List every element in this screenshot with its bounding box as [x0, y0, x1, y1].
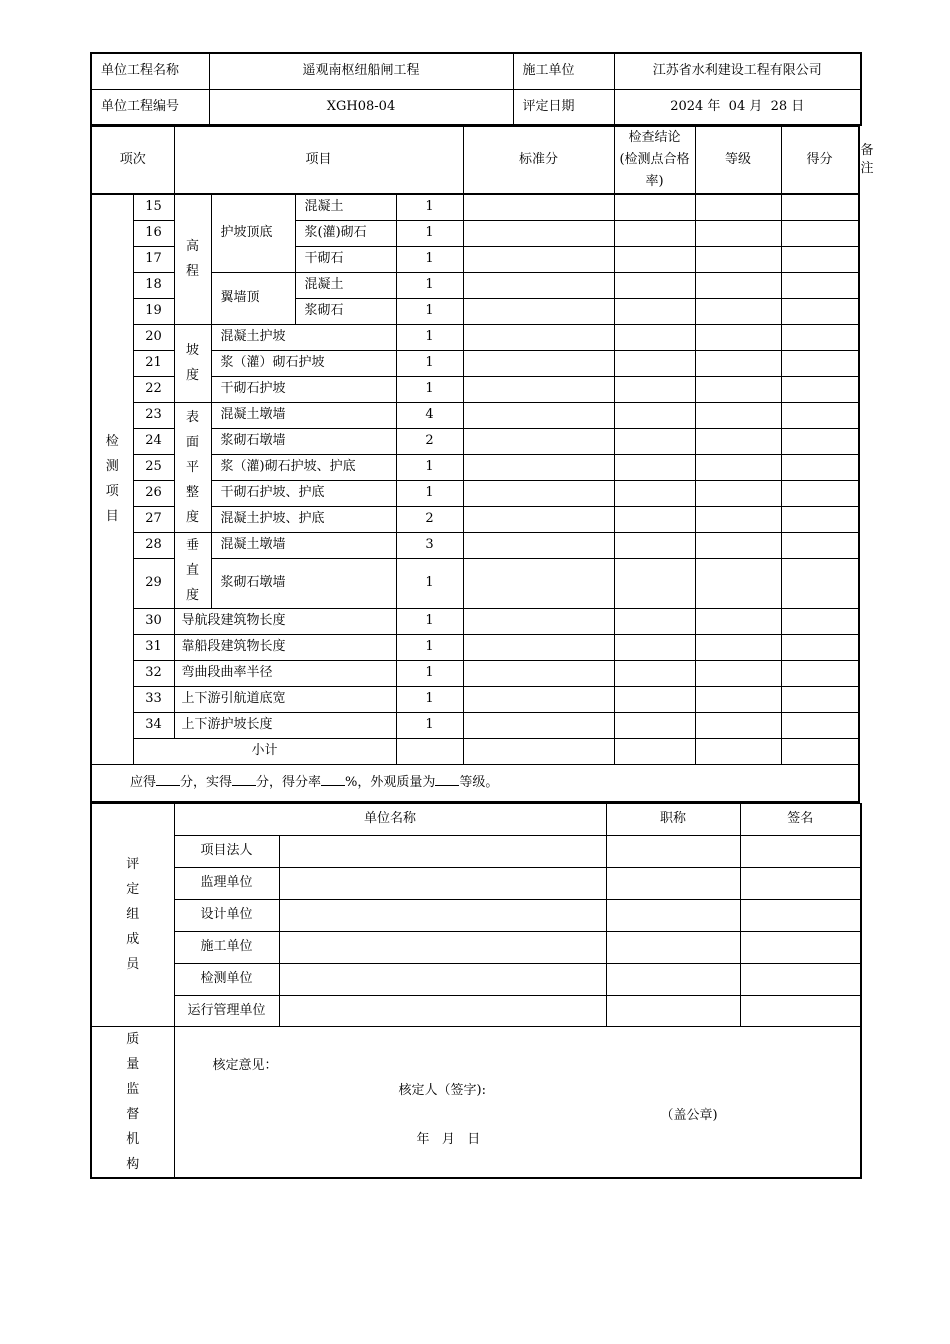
- remark-cell[interactable]: [781, 272, 858, 298]
- member-title-cell[interactable]: [606, 899, 740, 931]
- item-no: 21: [133, 350, 174, 376]
- col-unit-name: 单位名称: [174, 803, 606, 835]
- grade-cell[interactable]: [614, 454, 695, 480]
- table-row: [91, 634, 859, 660]
- score-cell[interactable]: [695, 298, 781, 324]
- header-table: [90, 52, 862, 126]
- score-cell[interactable]: [695, 558, 781, 608]
- member-role: 项目法人: [174, 835, 279, 867]
- score-cell[interactable]: [695, 376, 781, 402]
- eval-date-label: 评定日期: [513, 89, 614, 125]
- subtotal-std-cell[interactable]: [396, 738, 463, 764]
- score-cell[interactable]: [695, 194, 781, 220]
- check-result-cell[interactable]: [463, 634, 614, 660]
- member-unit-cell[interactable]: [279, 899, 606, 931]
- check-result-cell[interactable]: [463, 738, 614, 764]
- member-unit-cell[interactable]: [279, 963, 606, 995]
- score-cell[interactable]: [695, 350, 781, 376]
- member-title-cell[interactable]: [606, 963, 740, 995]
- std-score: 1: [396, 350, 463, 376]
- remark-cell[interactable]: [781, 220, 858, 246]
- item-no: 23: [133, 402, 174, 428]
- item-name: 混凝土: [295, 194, 396, 220]
- item-no: 15: [133, 194, 174, 220]
- grade-cell[interactable]: [614, 194, 695, 220]
- std-score: 1: [396, 480, 463, 506]
- grade-cell[interactable]: [614, 634, 695, 660]
- std-score: 1: [396, 324, 463, 350]
- check-result-cell[interactable]: [463, 480, 614, 506]
- member-signature-cell[interactable]: [740, 899, 861, 931]
- subtotal-label: 小计: [133, 738, 396, 764]
- item-no: 18: [133, 272, 174, 298]
- item-name: 混凝土墩墙: [211, 402, 396, 428]
- std-score: 1: [396, 298, 463, 324]
- member-role: 监理单位: [174, 867, 279, 899]
- grade-cell[interactable]: [614, 350, 695, 376]
- member-signature-cell[interactable]: [740, 835, 861, 867]
- item-no: 28: [133, 532, 174, 558]
- check-result-cell[interactable]: [463, 506, 614, 532]
- score-cell[interactable]: [695, 454, 781, 480]
- std-score: 1: [396, 454, 463, 480]
- subtotal-row: [91, 738, 859, 764]
- item-no: 27: [133, 506, 174, 532]
- member-unit-cell[interactable]: [279, 995, 606, 1026]
- member-signature-cell[interactable]: [740, 931, 861, 963]
- score-cell[interactable]: [695, 634, 781, 660]
- item-name: 浆(灌)砌石: [295, 220, 396, 246]
- remark-cell[interactable]: [781, 428, 858, 454]
- table-row: [91, 532, 859, 558]
- check-result-cell[interactable]: [463, 272, 614, 298]
- remark-cell[interactable]: [781, 532, 858, 558]
- col-std-score: 标准分: [463, 127, 614, 195]
- item-name: 混凝土护坡、护底: [211, 506, 396, 532]
- contractor-label: 施工单位: [513, 53, 614, 89]
- member-title-cell[interactable]: [606, 867, 740, 899]
- col-signature: 签名: [740, 803, 861, 835]
- table-row: [91, 686, 859, 712]
- col-grade: 等级: [695, 127, 781, 195]
- check-result-cell[interactable]: [463, 532, 614, 558]
- committee-table: [90, 803, 862, 1179]
- item-no: 16: [133, 220, 174, 246]
- remark-cell[interactable]: [781, 376, 858, 402]
- remark-cell[interactable]: [781, 686, 858, 712]
- summary-sentence: 应得 分，实得 分，得分率 %，外观质量为 等级。: [91, 764, 858, 802]
- check-result-cell[interactable]: [463, 402, 614, 428]
- std-score: 3: [396, 532, 463, 558]
- item-name: 上下游引航道底宽: [174, 686, 396, 712]
- item-name: 浆（灌)砌石护坡、护底: [211, 454, 396, 480]
- remark-cell[interactable]: [781, 506, 858, 532]
- project-code-label: 单位工程编号: [91, 89, 209, 125]
- score-cell[interactable]: [695, 324, 781, 350]
- check-result-cell[interactable]: [463, 246, 614, 272]
- col-item: 项目: [174, 127, 463, 195]
- score-cell[interactable]: [695, 532, 781, 558]
- item-name: 浆砌石墩墙: [211, 428, 396, 454]
- remark-cell[interactable]: [781, 324, 858, 350]
- evaluation-form: [90, 52, 874, 1179]
- score-cell[interactable]: [695, 480, 781, 506]
- item-name: 干砌石护坡、护底: [211, 480, 396, 506]
- item-name: 靠船段建筑物长度: [174, 634, 396, 660]
- grade-cell[interactable]: [614, 376, 695, 402]
- std-score: 1: [396, 660, 463, 686]
- remark-cell[interactable]: [781, 246, 858, 272]
- approver-signature-label: 核定人（签字):: [398, 1082, 486, 1098]
- remark-cell[interactable]: [781, 558, 858, 608]
- grade-cell[interactable]: [614, 532, 695, 558]
- category-wing-wall-top: 翼墙顶: [211, 272, 295, 324]
- member-row: [91, 963, 861, 995]
- item-name: 浆（灌）砌石护坡: [211, 350, 396, 376]
- std-score: 1: [396, 712, 463, 738]
- contractor: 江苏省水利建设工程有限公司: [614, 53, 861, 89]
- col-check-result-line2: (检测点合格率): [619, 152, 690, 189]
- grade-cell[interactable]: [614, 220, 695, 246]
- item-no: 20: [133, 324, 174, 350]
- member-role: 施工单位: [174, 931, 279, 963]
- item-no: 34: [133, 712, 174, 738]
- check-result-cell[interactable]: [463, 350, 614, 376]
- grade-cell[interactable]: [614, 738, 695, 764]
- committee-label: 评 定 组 成 员: [91, 803, 174, 1026]
- approval-date-label: 年 月 日: [416, 1131, 481, 1147]
- score-cell[interactable]: [695, 272, 781, 298]
- std-score: 1: [396, 634, 463, 660]
- std-score: 1: [396, 558, 463, 608]
- member-role: 运行管理单位: [174, 995, 279, 1026]
- check-result-cell[interactable]: [463, 324, 614, 350]
- table-row: [91, 608, 859, 634]
- member-row: [91, 835, 861, 867]
- std-score: 1: [396, 376, 463, 402]
- item-no: 22: [133, 376, 174, 402]
- member-row: [91, 899, 861, 931]
- member-unit-cell[interactable]: [279, 867, 606, 899]
- approval-opinion-label: 核定意见：: [212, 1057, 278, 1073]
- check-result-cell[interactable]: [463, 686, 614, 712]
- grade-cell[interactable]: [614, 324, 695, 350]
- grade-cell[interactable]: [614, 272, 695, 298]
- item-name: 混凝土: [295, 272, 396, 298]
- quality-opinion-area[interactable]: [174, 1026, 861, 1178]
- official-seal-label: （盖公章): [660, 1107, 718, 1123]
- item-no: 33: [133, 686, 174, 712]
- member-unit-cell[interactable]: [279, 835, 606, 867]
- member-unit-cell[interactable]: [279, 931, 606, 963]
- col-check-result: [614, 127, 695, 195]
- category-slope: 坡 度: [174, 324, 211, 402]
- check-result-cell[interactable]: [463, 608, 614, 634]
- member-row: [91, 931, 861, 963]
- score-cell[interactable]: [695, 686, 781, 712]
- inspection-table: [90, 126, 874, 803]
- check-result-cell[interactable]: [463, 194, 614, 220]
- std-score: 2: [396, 506, 463, 532]
- summary-row: [91, 764, 859, 802]
- member-role: 检测单位: [174, 963, 279, 995]
- grade-cell[interactable]: [614, 298, 695, 324]
- item-name: 混凝土护坡: [211, 324, 396, 350]
- grade-cell[interactable]: [614, 480, 695, 506]
- category-vertical: 垂 直 度: [174, 532, 211, 608]
- table-row: [91, 712, 859, 738]
- member-signature-cell[interactable]: [740, 963, 861, 995]
- remark-cell[interactable]: [781, 194, 858, 220]
- grade-cell[interactable]: [614, 686, 695, 712]
- std-score: 1: [396, 220, 463, 246]
- project-name: 遥观南枢纽船闸工程: [209, 53, 513, 89]
- std-score: 1: [396, 246, 463, 272]
- remark-cell[interactable]: [781, 402, 858, 428]
- grade-cell[interactable]: [614, 608, 695, 634]
- grade-cell[interactable]: [614, 402, 695, 428]
- quality-supervision-label: 质 量 监 督 机 构: [91, 1026, 174, 1178]
- item-name: 弯曲段曲率半径: [174, 660, 396, 686]
- check-result-cell[interactable]: [463, 298, 614, 324]
- col-title: 职称: [606, 803, 740, 835]
- grade-cell[interactable]: [614, 558, 695, 608]
- col-check-result-line1: 检查结论: [628, 130, 681, 145]
- member-title-cell[interactable]: [606, 995, 740, 1026]
- table-row: [91, 324, 859, 350]
- std-score: 1: [396, 272, 463, 298]
- std-score: 1: [396, 686, 463, 712]
- item-no: 29: [133, 558, 174, 608]
- score-cell[interactable]: [695, 712, 781, 738]
- check-result-cell[interactable]: [463, 660, 614, 686]
- score-rate-blank[interactable]: [321, 773, 345, 786]
- item-name: 导航段建筑物长度: [174, 608, 396, 634]
- grade-cell[interactable]: [614, 660, 695, 686]
- std-score: 1: [396, 194, 463, 220]
- item-no: 30: [133, 608, 174, 634]
- std-score: 2: [396, 428, 463, 454]
- score-cell[interactable]: [695, 402, 781, 428]
- grade-cell[interactable]: [614, 246, 695, 272]
- member-signature-cell[interactable]: [740, 995, 861, 1026]
- remark-cell[interactable]: [781, 738, 858, 764]
- member-role: 设计单位: [174, 899, 279, 931]
- member-row: [91, 867, 861, 899]
- item-no: 25: [133, 454, 174, 480]
- item-no: 24: [133, 428, 174, 454]
- score-cell[interactable]: [695, 246, 781, 272]
- table-row: [91, 194, 859, 220]
- remark-cell[interactable]: [781, 712, 858, 738]
- group-label: 检 测 项 目: [91, 194, 133, 764]
- grade-cell[interactable]: [614, 506, 695, 532]
- item-name: 干砌石护坡: [211, 376, 396, 402]
- check-result-cell[interactable]: [463, 454, 614, 480]
- item-name: 浆砌石: [295, 298, 396, 324]
- category-flatness: 表 面 平 整 度: [174, 402, 211, 532]
- member-title-cell[interactable]: [606, 931, 740, 963]
- member-signature-cell[interactable]: [740, 867, 861, 899]
- remark-cell[interactable]: [781, 634, 858, 660]
- score-cell[interactable]: [695, 220, 781, 246]
- member-row: [91, 995, 861, 1026]
- project-name-label: 单位工程名称: [91, 53, 209, 89]
- col-remark: 备注: [860, 143, 874, 176]
- remark-cell[interactable]: [781, 660, 858, 686]
- score-cell[interactable]: [695, 428, 781, 454]
- item-no: 17: [133, 246, 174, 272]
- quality-grade-blank[interactable]: [435, 773, 459, 786]
- std-score: 1: [396, 608, 463, 634]
- eval-date: 2024 年 04 月 28 日: [614, 89, 861, 125]
- item-name: 上下游护坡长度: [174, 712, 396, 738]
- remark-cell[interactable]: [781, 298, 858, 324]
- check-result-cell[interactable]: [463, 376, 614, 402]
- item-no: 19: [133, 298, 174, 324]
- check-result-cell[interactable]: [463, 712, 614, 738]
- category-slope-top-bottom: 护坡顶底: [211, 194, 295, 272]
- score-cell[interactable]: [695, 660, 781, 686]
- col-item-no: 项次: [91, 127, 174, 195]
- member-title-cell[interactable]: [606, 835, 740, 867]
- table-row: [91, 402, 859, 428]
- check-result-cell[interactable]: [463, 558, 614, 608]
- remark-cell[interactable]: [781, 480, 858, 506]
- check-result-cell[interactable]: [463, 428, 614, 454]
- table-row: [91, 660, 859, 686]
- score-cell[interactable]: [695, 506, 781, 532]
- item-no: 26: [133, 480, 174, 506]
- col-score: 得分: [781, 127, 858, 195]
- actual-score-blank[interactable]: [232, 773, 256, 786]
- score-cell[interactable]: [695, 738, 781, 764]
- item-name: 混凝土墩墙: [211, 532, 396, 558]
- std-score: 4: [396, 402, 463, 428]
- expected-score-blank[interactable]: [156, 773, 180, 786]
- remark-cell[interactable]: [781, 350, 858, 376]
- category-elevation: 高 程: [174, 194, 211, 324]
- item-no: 32: [133, 660, 174, 686]
- remark-cell[interactable]: [781, 454, 858, 480]
- item-name: 浆砌石墩墙: [211, 558, 396, 608]
- grade-cell[interactable]: [614, 428, 695, 454]
- item-no: 31: [133, 634, 174, 660]
- item-name: 干砌石: [295, 246, 396, 272]
- score-cell[interactable]: [695, 608, 781, 634]
- check-result-cell[interactable]: [463, 220, 614, 246]
- project-code: XGH08-04: [209, 89, 513, 125]
- remark-cell[interactable]: [781, 608, 858, 634]
- grade-cell[interactable]: [614, 712, 695, 738]
